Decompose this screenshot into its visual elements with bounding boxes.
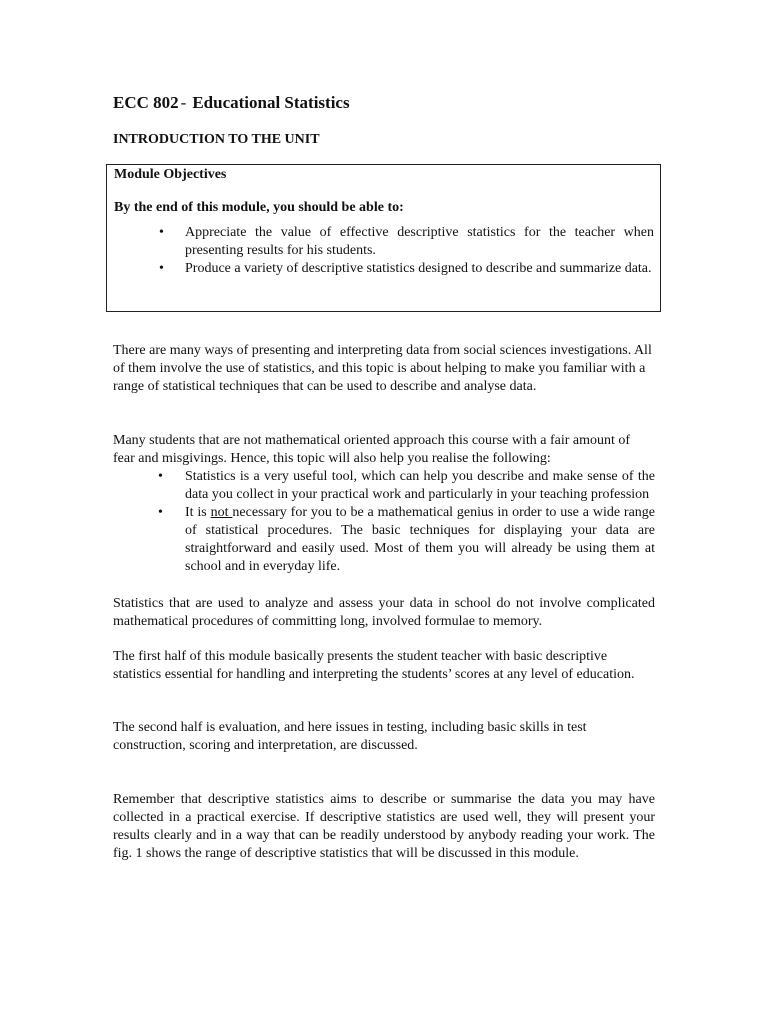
list-item-text: Statistics is a very useful tool, which can help you describe and make sense of the data you collect in your practical work and particularly in your teaching profession [185,469,655,502]
course-code: ECC 802 [113,93,179,112]
section-heading: INTRODUCTION TO THE UNIT [113,132,320,147]
bullet-icon: • [158,469,163,484]
objective-text: Produce a variety of descriptive statistics designed to describe and summarize data. [185,261,652,276]
bullet-icon: • [158,505,163,520]
module-objectives-box [106,164,661,312]
paragraph-students: Many students that are not mathematical oriented approach this course with a fair amount of fear and misgivings. Hence, this topic will also help you realise the following: [113,433,631,466]
objective-item [107,224,660,260]
objective-text: Appreciate the value of effective descriptive statistics for the teacher when presenting results for his students. [185,225,654,258]
paragraph-remember: Remember that descriptive statistics aims to describe or summarise the data you may have collected in a practical exercise. If descriptive statistics are used well, they will present your results clearly and in a way that can be readily understood by anybody reading your work. The fig. 1 shows the range of descriptive statistics that will be discussed in this module. [113,792,655,861]
paragraph-intro: There are many ways of presenting and interpreting data from social sciences investigations. All of them involve the use of statistics, and this topic is about helping to make you familiar with a range of statistical techniques that can be used to describe and analyse data. [113,343,652,394]
title-dash: - [180,93,187,112]
objective-item [107,260,660,278]
emphasis-not: not [210,505,233,520]
course-name: Educational Statistics [192,93,350,112]
objectives-lead: By the end of this module, you should be able to: [114,200,404,215]
realise-list [113,468,655,576]
paragraph-first-half: The first half of this module basically presents the student teacher with basic descriptive statistics essential for handling and interpreting the students’ scores at any level of education. [113,649,635,682]
list-item [113,504,655,576]
list-item-text-pre: It is [185,505,211,520]
objectives-list [107,224,660,278]
course-title [113,93,350,113]
bullet-icon: • [159,261,164,276]
bullet-icon: • [159,225,164,240]
paragraph-statistics-school: Statistics that are used to analyze and assess your data in school do not involve complicated mathematical procedures of committing long, involved formulae to memory. [113,596,655,629]
objectives-title: Module Objectives [114,167,227,182]
paragraph-second-half: The second half is evaluation, and here issues in testing, including basic skills in test construction, scoring and interpretation, are discussed. [113,720,587,753]
list-item [113,468,655,504]
list-item-text-post: necessary for you to be a mathematical genius in order to use a wide range of statistical procedures. The basic techniques for displaying your data are straightforward and easily used. Most of them you will already be using them at school and in everyday life. [185,505,656,574]
